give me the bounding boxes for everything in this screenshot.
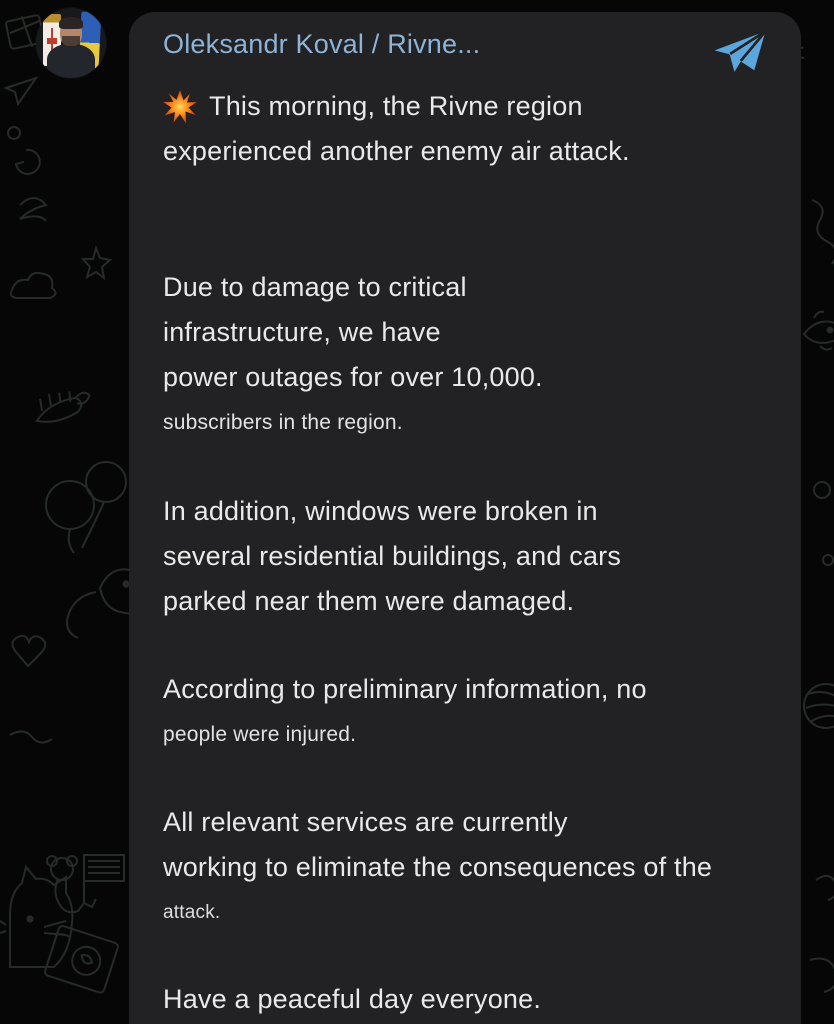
message-line: [163, 310, 781, 355]
message-line: [163, 400, 781, 445]
message-text: experienced another enemy air attack.: [163, 136, 630, 166]
message-text: working to eliminate the consequences of the: [163, 852, 713, 882]
message-line: [163, 265, 781, 310]
message-paragraph: [163, 489, 781, 624]
message-line: [163, 800, 781, 845]
message-paragraph: [163, 977, 781, 1022]
message-paragraph: [163, 265, 781, 445]
message-text: infrastructure, we have: [163, 317, 441, 347]
avatar-person-beard: [62, 36, 80, 47]
avatar-person-body: [47, 44, 95, 78]
message-text: This morning, the Rivne region: [209, 91, 583, 121]
message-line: [163, 890, 781, 935]
avatar-person-hair: [59, 17, 83, 29]
message-paragraph: [163, 800, 781, 935]
message-line: [163, 534, 781, 579]
channel-avatar[interactable]: [36, 8, 106, 78]
message-bubble: [129, 12, 801, 1024]
message-line: [163, 579, 781, 624]
message-line: [163, 845, 781, 890]
telegram-plane-icon[interactable]: [713, 28, 767, 76]
message-text: All relevant services are currently: [163, 807, 568, 837]
message-text: In addition, windows were broken in: [163, 496, 598, 526]
message-line: [163, 667, 781, 712]
message-text: parked near them were damaged.: [163, 586, 575, 616]
message-paragraph: [163, 84, 781, 174]
message-text: Have a peaceful day everyone.: [163, 984, 542, 1014]
message-line: [163, 489, 781, 534]
message-text: According to preliminary information, no: [163, 674, 647, 704]
collision-burst-icon: [163, 90, 197, 124]
message-paragraph: [163, 667, 781, 757]
message-line: [163, 977, 781, 1022]
message-line: [163, 355, 781, 400]
message-text: attack.: [163, 901, 221, 923]
message-text: several residential buildings, and cars: [163, 541, 622, 571]
message-line: [163, 84, 781, 129]
message-line: [163, 129, 781, 174]
message-line: [163, 712, 781, 757]
message-text: Due to damage to critical: [163, 272, 467, 302]
message-text: people were injured.: [163, 722, 357, 746]
message-text: subscribers in the region.: [163, 410, 403, 434]
channel-name-link[interactable]: Oleksandr Koval / Rivne...: [163, 29, 481, 59]
message-text: power outages for over 10,000.: [163, 362, 543, 392]
